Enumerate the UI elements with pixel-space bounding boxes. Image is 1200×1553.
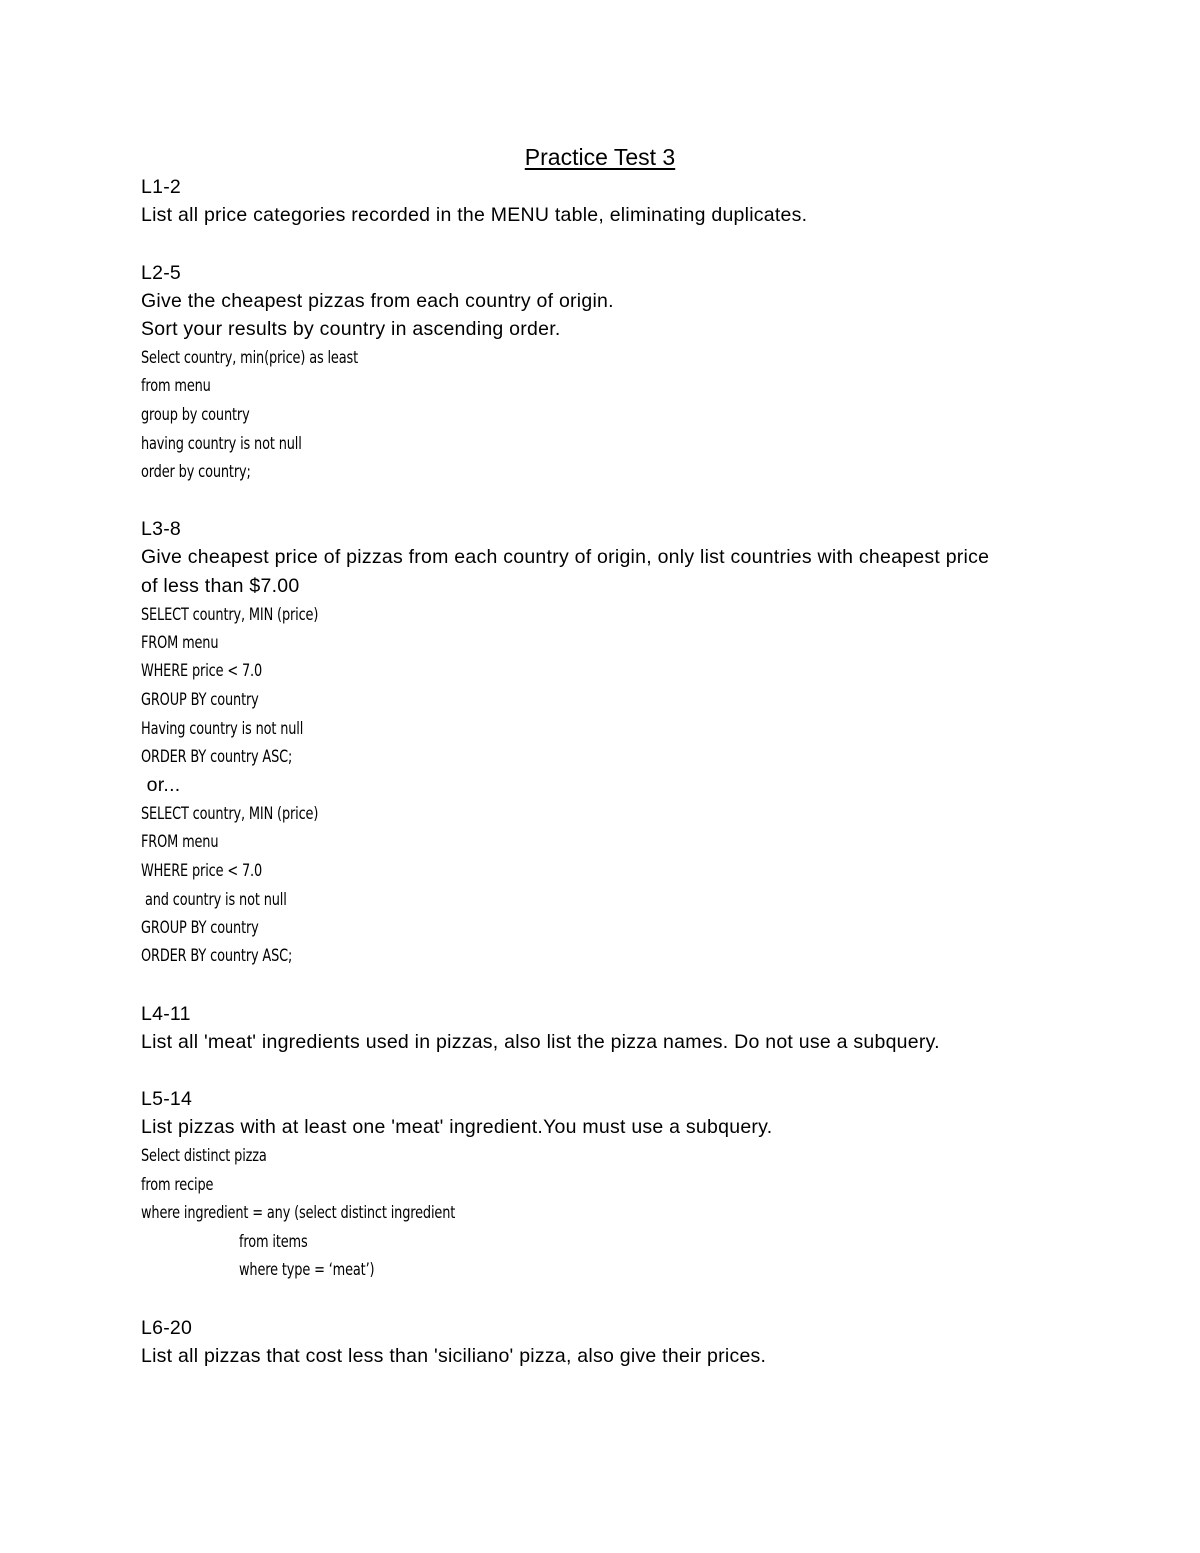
question-prompt: Give cheapest price of pizzas from each country of origin, only list countries with cheapest price [141, 546, 990, 568]
question-prompt: Give the cheapest pizzas from each country of origin. [141, 290, 614, 312]
sql-answer-line: where ingredient = any (select distinct ingredient [141, 1203, 456, 1223]
question-label-l6-20: L6-20 [141, 1317, 193, 1339]
question-prompt: Sort your results by country in ascending order. [141, 318, 561, 340]
sql-answer-line: from recipe [141, 1175, 214, 1195]
sql-answer-line: GROUP BY country [141, 918, 259, 938]
sql-answer-line: ORDER BY country ASC; [141, 946, 293, 966]
question-label-l1-2: L1-2 [141, 176, 182, 198]
sql-answer-line: SELECT country, MIN (price) [141, 804, 319, 824]
sql-answer-line: Having country is not null [141, 719, 304, 739]
question-prompt: List all 'meat' ingredients used in pizzas, also list the pizza names. Do not use a subquery. [141, 1031, 940, 1053]
sql-answer-line: FROM menu [141, 832, 219, 852]
question-label-l3-8: L3-8 [141, 518, 182, 540]
question-label-l2-5: L2-5 [141, 262, 182, 284]
page-title: Practice Test 3 [524, 144, 676, 170]
question-label-l5-14: L5-14 [141, 1088, 193, 1110]
question-prompt: List pizzas with at least one 'meat' ingredient.You must use a subquery. [141, 1116, 773, 1138]
question-prompt: List all price categories recorded in the MENU table, eliminating duplicates. [141, 204, 808, 226]
sql-answer-line: where type = ‘meat’) [239, 1260, 375, 1280]
sql-answer-line: Select country, min(price) as least [141, 348, 358, 368]
sql-answer-line: order by country; [141, 462, 251, 482]
sql-answer-line: FROM menu [141, 633, 219, 653]
question-prompt: of less than $7.00 [141, 575, 300, 597]
sql-answer-line: group by country [141, 405, 250, 425]
sql-answer-line: WHERE price < 7.0 [141, 661, 263, 681]
sql-answer-line: and country is not null [141, 890, 287, 910]
sql-answer-line: SELECT country, MIN (price) [141, 605, 319, 625]
alternative-separator: or... [141, 774, 181, 796]
sql-answer-line: GROUP BY country [141, 690, 259, 710]
question-label-l4-11: L4-11 [141, 1003, 191, 1025]
sql-answer-line: WHERE price < 7.0 [141, 861, 263, 881]
sql-answer-line: having country is not null [141, 434, 302, 454]
question-prompt: List all pizzas that cost less than 'siciliano' pizza, also give their prices. [141, 1345, 767, 1367]
sql-answer-line: ORDER BY country ASC; [141, 747, 293, 767]
sql-answer-line: from menu [141, 376, 211, 396]
sql-answer-line: from items [239, 1232, 308, 1252]
sql-answer-line: Select distinct pizza [141, 1146, 267, 1166]
